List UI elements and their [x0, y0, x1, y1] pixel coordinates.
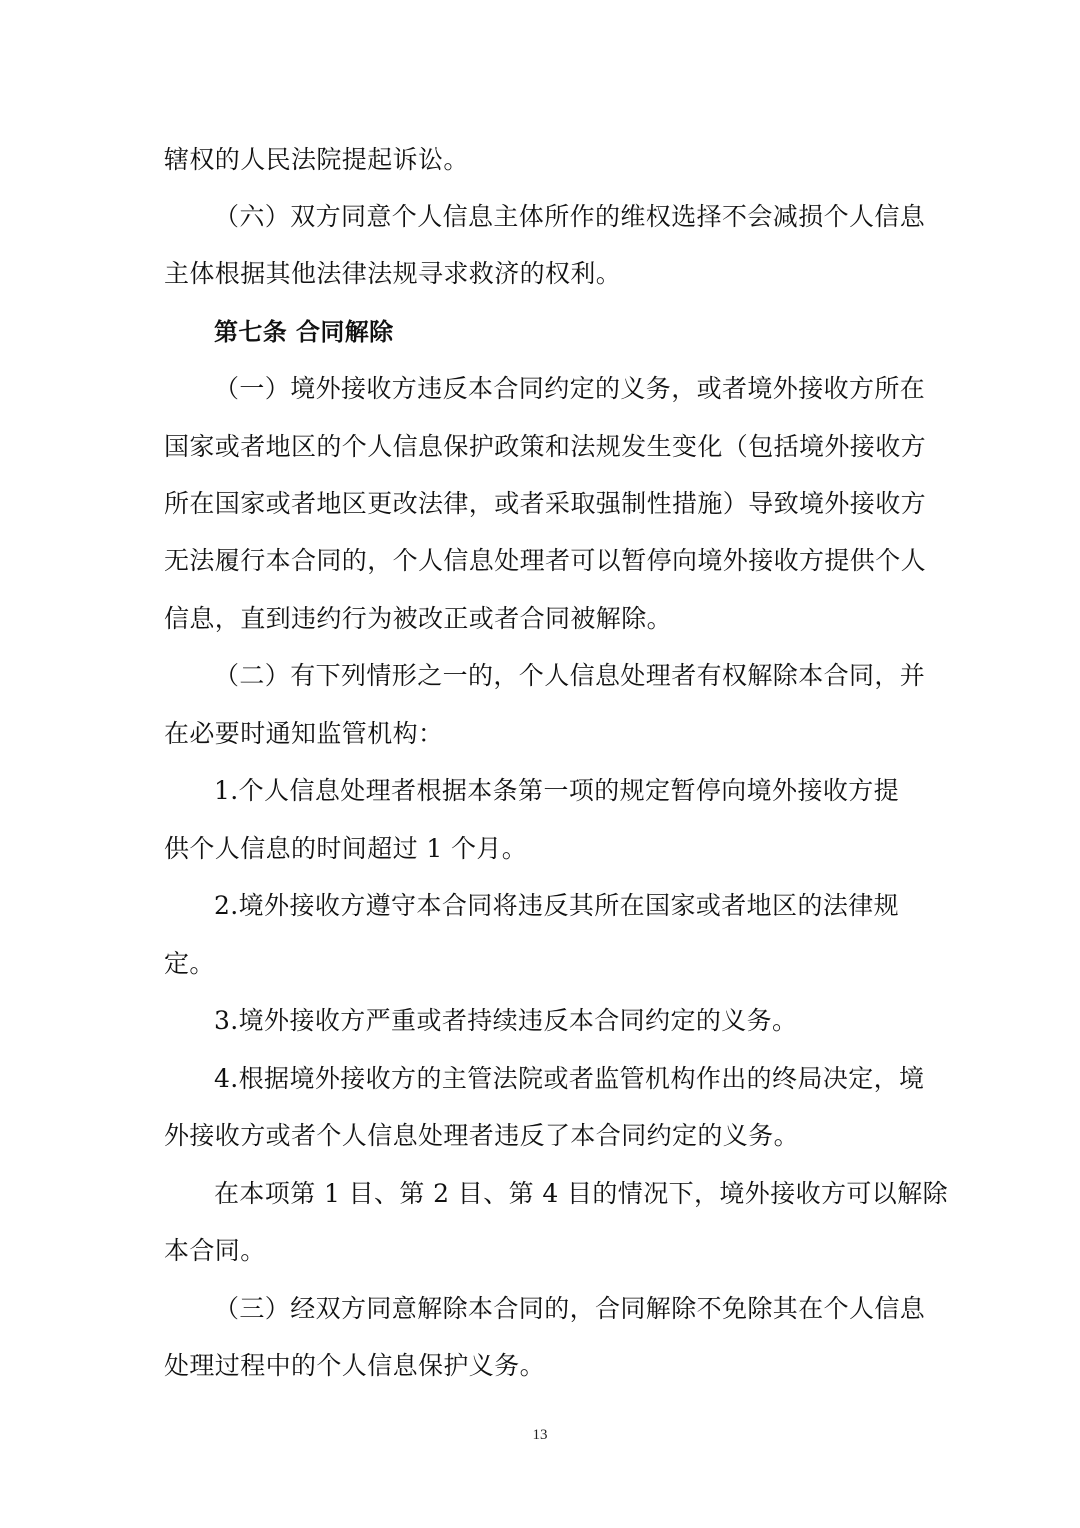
article-heading: 第七条 合同解除 — [214, 318, 394, 346]
text-line: 无法履行本合同的，个人信息处理者可以暂停向境外接收方提供个人 — [164, 546, 927, 575]
list-item-2: 2.境外接收方遵守本合同将违反其所在国家或者地区的法律规 — [214, 891, 900, 920]
paragraph-item-3: （三）经双方同意解除本合同的，合同解除不免除其在个人信息 — [214, 1294, 926, 1323]
text-line: 信息，直到违约行为被改正或者合同被解除。 — [164, 604, 673, 633]
list-item-3: 3.境外接收方严重或者持续违反本合同约定的义务。 — [214, 1006, 798, 1035]
page-number: 13 — [532, 1427, 548, 1443]
list-item-1: 1.个人信息处理者根据本条第一项的规定暂停向境外接收方提 — [214, 776, 900, 805]
text-line: 处理过程中的个人信息保护义务。 — [164, 1351, 546, 1380]
text-line: 供个人信息的时间超过 1 个月。 — [164, 834, 528, 863]
text-line: 国家或者地区的个人信息保护政策和法规发生变化（包括境外接收方 — [164, 432, 927, 461]
paragraph-clause-6: （六）双方同意个人信息主体所作的维权选择不会减损个人信息 — [214, 202, 926, 231]
paragraph-item-2: （二）有下列情形之一的，个人信息处理者有权解除本合同，并 — [214, 661, 926, 690]
text-line: 在必要时通知监管机构： — [164, 719, 444, 748]
paragraph-item-1: （一）境外接收方违反本合同约定的义务，或者境外接收方所在 — [214, 374, 926, 403]
text-line: 辖权的人民法院提起诉讼。 — [164, 145, 469, 174]
text-line: 外接收方或者个人信息处理者违反了本合同约定的义务。 — [164, 1121, 800, 1150]
text-line: 主体根据其他法律法规寻求救济的权利。 — [164, 259, 622, 288]
text-line: 所在国家或者地区更改法律，或者采取强制性措施）导致境外接收方 — [164, 489, 927, 518]
list-item-4: 4.根据境外接收方的主管法院或者监管机构作出的终局决定，境 — [214, 1064, 925, 1093]
text-line: 本合同。 — [164, 1236, 266, 1265]
text-line: 定。 — [164, 949, 215, 978]
paragraph-note: 在本项第 1 目、第 2 目、第 4 目的情况下，境外接收方可以解除 — [214, 1179, 948, 1208]
